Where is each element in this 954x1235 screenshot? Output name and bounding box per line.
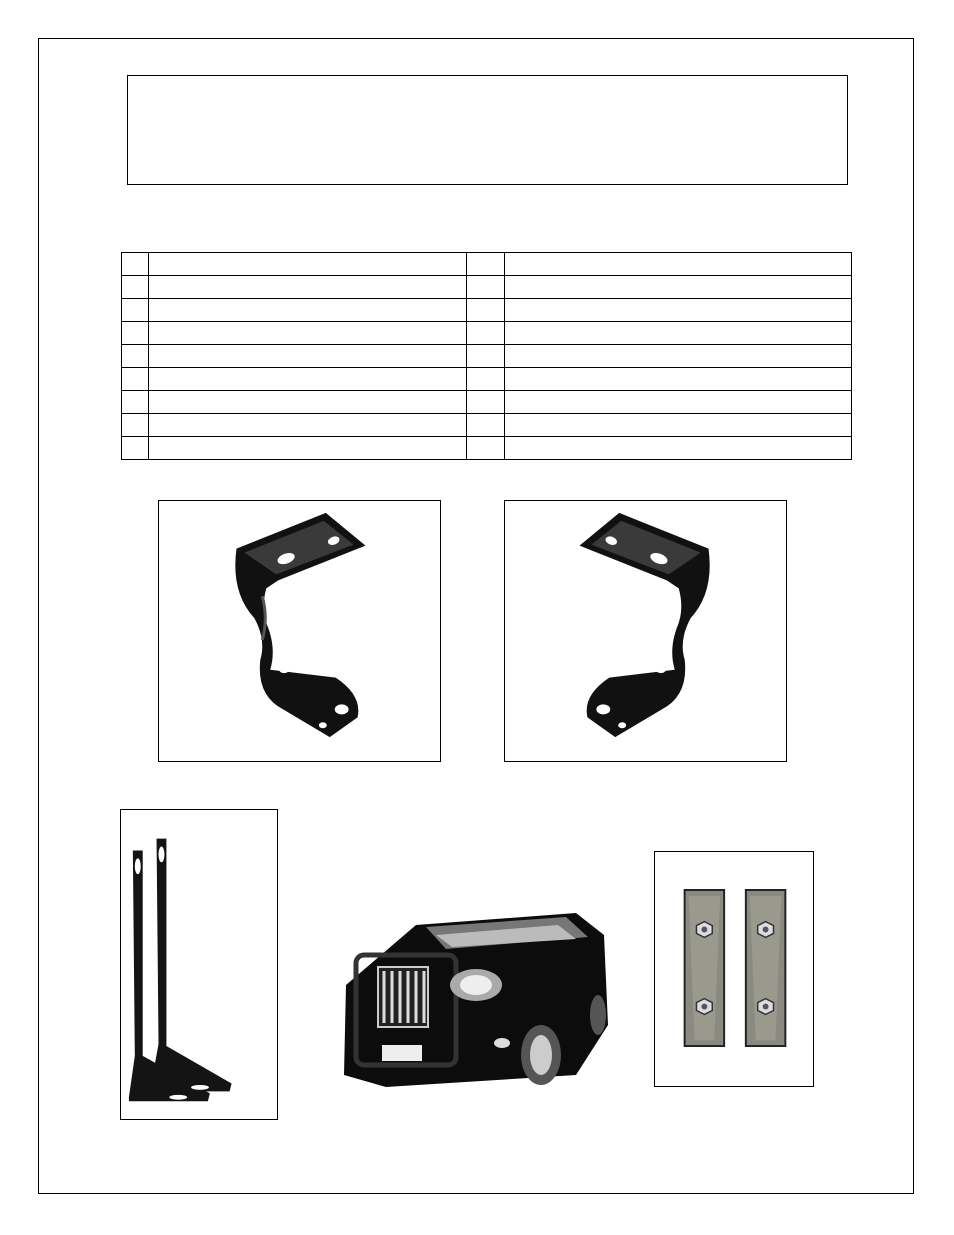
table-cell — [505, 345, 852, 368]
table-row — [122, 414, 852, 437]
table-cell — [149, 253, 467, 276]
table-row — [122, 253, 852, 276]
table-cell — [505, 437, 852, 460]
table-cell — [149, 437, 467, 460]
table-cell — [122, 345, 149, 368]
suv-image — [326, 905, 614, 1105]
table-cell — [122, 276, 149, 299]
table-row — [122, 299, 852, 322]
table-cell — [122, 322, 149, 345]
table-cell — [122, 437, 149, 460]
table-cell — [467, 299, 505, 322]
table-cell — [505, 414, 852, 437]
table-cell — [149, 299, 467, 322]
table-row — [122, 345, 852, 368]
table-cell — [122, 253, 149, 276]
support-strap-image — [121, 810, 277, 1119]
support-strap-photo — [120, 809, 278, 1120]
table-cell — [505, 276, 852, 299]
table-row — [122, 391, 852, 414]
bracket-right-image — [505, 501, 786, 761]
table-cell — [505, 253, 852, 276]
table-cell — [122, 368, 149, 391]
table-cell — [149, 368, 467, 391]
table-cell — [149, 414, 467, 437]
backing-plate-image — [655, 852, 813, 1086]
table-cell — [467, 437, 505, 460]
bracket-left-image — [159, 501, 440, 761]
table-cell — [505, 299, 852, 322]
bracket-photo-right — [504, 500, 787, 762]
table-cell — [149, 276, 467, 299]
table-cell — [122, 414, 149, 437]
table-cell — [467, 276, 505, 299]
parts-table — [121, 252, 852, 460]
backing-plate-photo — [654, 851, 814, 1087]
table-cell — [149, 391, 467, 414]
table-cell — [122, 391, 149, 414]
table-cell — [467, 414, 505, 437]
table-cell — [505, 368, 852, 391]
table-cell — [149, 345, 467, 368]
table-cell — [505, 322, 852, 345]
table-row — [122, 437, 852, 460]
table-cell — [505, 391, 852, 414]
table-cell — [467, 253, 505, 276]
bracket-photo-left — [158, 500, 441, 762]
table-cell — [467, 368, 505, 391]
table-row — [122, 368, 852, 391]
table-cell — [122, 299, 149, 322]
table-cell — [467, 391, 505, 414]
table-row — [122, 322, 852, 345]
table-cell — [149, 322, 467, 345]
table-cell — [467, 345, 505, 368]
table-row — [122, 276, 852, 299]
table-cell — [467, 322, 505, 345]
suv-with-grille-guard-photo — [326, 905, 614, 1105]
notice-box — [127, 75, 848, 185]
